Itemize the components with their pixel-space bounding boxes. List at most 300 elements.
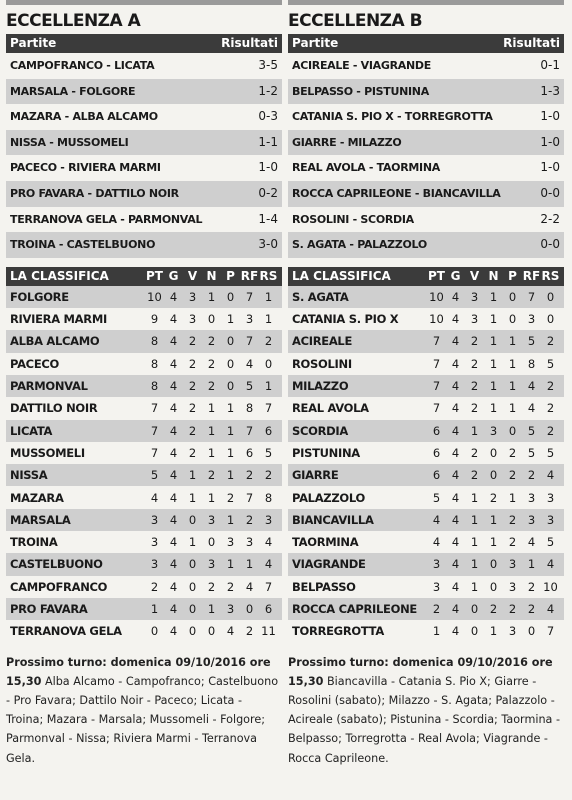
team-name: BELPASSO — [292, 579, 356, 594]
match-result: 0-0 — [540, 237, 560, 252]
stat-value: 2 — [245, 624, 254, 639]
stat-value: 0 — [546, 312, 555, 327]
stat-value: 1 — [470, 535, 479, 550]
stat-value: 3 — [226, 602, 235, 617]
section-title: ECCELLENZA A — [6, 11, 141, 31]
stat-value: 1 — [226, 468, 235, 483]
column-header: PT — [428, 269, 445, 284]
stat-value: 2 — [207, 579, 216, 594]
column-header: P — [226, 269, 235, 284]
team-name: MILAZZO — [292, 379, 349, 394]
match-name: PACECO - RIVIERA MARMI — [10, 161, 161, 175]
stat-value: 2 — [546, 334, 555, 349]
stat-value: 1 — [470, 423, 479, 438]
stat-value: 3 — [508, 557, 517, 572]
stat-value: 4 — [451, 334, 460, 349]
match-row — [288, 104, 564, 130]
stat-value: 4 — [451, 490, 460, 505]
stat-value: 1 — [226, 423, 235, 438]
stat-value: 4 — [451, 423, 460, 438]
stat-value: 10 — [147, 289, 162, 304]
stat-value: 3 — [470, 312, 479, 327]
column-header: RS — [541, 269, 560, 284]
stat-value: 0 — [207, 624, 216, 639]
stat-value: 2 — [150, 579, 159, 594]
stat-value: 1 — [508, 379, 517, 394]
standings-row — [288, 286, 564, 308]
stat-value: 6 — [432, 423, 441, 438]
stat-value: 2 — [489, 602, 498, 617]
stat-value: 1 — [470, 490, 479, 505]
stat-value: 4 — [169, 423, 178, 438]
stat-value: 3 — [527, 490, 536, 505]
stat-value: 0 — [470, 602, 479, 617]
stat-value: 4 — [169, 624, 178, 639]
team-name: PACECO — [10, 356, 59, 371]
stat-value: 0 — [546, 289, 555, 304]
team-name: ROSOLINI — [292, 356, 352, 371]
stat-value: 4 — [169, 379, 178, 394]
stat-value: 0 — [245, 602, 254, 617]
stat-value: 4 — [169, 312, 178, 327]
match-result: 3-5 — [258, 58, 278, 72]
team-name: FOLGORE — [10, 289, 69, 304]
stat-value: 1 — [150, 602, 159, 617]
stat-value: 3 — [245, 312, 254, 327]
stat-value: 0 — [508, 423, 517, 438]
stat-value: 1 — [489, 356, 498, 371]
stat-value: 4 — [451, 579, 460, 594]
match-name: NISSA - MUSSOMELI — [10, 135, 129, 149]
stat-value: 0 — [188, 557, 197, 572]
match-name: S. AGATA - PALAZZOLO — [292, 238, 427, 252]
stat-value: 2 — [188, 334, 197, 349]
stat-value: 5 — [245, 379, 254, 394]
team-name: MARSALA — [10, 512, 71, 527]
team-name: NISSA — [10, 468, 48, 483]
stat-value: 1 — [508, 334, 517, 349]
next-round-note — [6, 653, 282, 768]
stat-value: 7 — [432, 356, 441, 371]
match-name: TROINA - CASTELBUONO — [10, 238, 156, 252]
stat-value: 0 — [489, 445, 498, 460]
match-name: GIARRE - MILAZZO — [292, 135, 402, 149]
standings-row — [6, 308, 282, 330]
team-name: MAZARA — [10, 490, 64, 505]
stat-value: 0 — [508, 312, 517, 327]
team-name: TROINA — [10, 535, 58, 550]
stat-value: 2 — [207, 334, 216, 349]
standings-row — [6, 464, 282, 486]
stat-value: 2 — [546, 401, 555, 416]
top-rule — [6, 0, 282, 5]
stat-value: 1 — [188, 468, 197, 483]
match-row — [288, 207, 564, 233]
stat-value: 9 — [150, 312, 159, 327]
stat-value: 7 — [245, 490, 254, 505]
standings-row — [288, 620, 564, 642]
stat-value: 0 — [470, 624, 479, 639]
stat-value: 0 — [508, 289, 517, 304]
stat-value: 5 — [150, 468, 159, 483]
match-result: 0-3 — [258, 109, 278, 124]
top-rule — [288, 0, 564, 5]
match-result: 1-3 — [540, 83, 560, 98]
stat-value: 10 — [429, 312, 444, 327]
standings-row — [288, 353, 564, 375]
stat-value: 7 — [432, 334, 441, 349]
match-row — [6, 79, 282, 105]
stat-value: 2 — [546, 423, 555, 438]
standings-row — [288, 464, 564, 486]
stat-value: 1 — [264, 379, 273, 394]
stat-value: 5 — [546, 445, 555, 460]
stat-value: 1 — [489, 312, 498, 327]
stat-value: 3 — [432, 579, 441, 594]
stat-value: 4 — [451, 356, 460, 371]
stat-value: 1 — [264, 289, 273, 304]
match-list — [288, 53, 564, 258]
stat-value: 4 — [169, 535, 178, 550]
match-result: 3-0 — [258, 237, 278, 252]
stat-value: 2 — [508, 602, 517, 617]
team-name: GIARRE — [292, 468, 339, 483]
stat-value: 2 — [470, 379, 479, 394]
stat-value: 4 — [169, 557, 178, 572]
stat-value: 4 — [169, 289, 178, 304]
match-row — [288, 155, 564, 181]
stat-value: 1 — [207, 401, 216, 416]
match-result: 1-0 — [540, 134, 560, 149]
stat-value: 4 — [451, 602, 460, 617]
column-header: RF — [240, 269, 259, 284]
stat-value: 1 — [226, 312, 235, 327]
match-name: ROSOLINI - SCORDIA — [292, 212, 414, 226]
column-header: N — [488, 269, 499, 284]
standings-row — [288, 576, 564, 598]
column-header: P — [508, 269, 517, 284]
stat-value: 4 — [169, 356, 178, 371]
match-result: 1-0 — [540, 160, 560, 175]
stat-value: 3 — [432, 557, 441, 572]
match-name: REAL AVOLA - TAORMINA — [292, 161, 440, 175]
team-name: TORREGROTTA — [292, 624, 384, 639]
stat-value: 3 — [226, 535, 235, 550]
stat-value: 1 — [489, 624, 498, 639]
match-name: MAZARA - ALBA ALCAMO — [10, 110, 158, 124]
stat-value: 0 — [188, 579, 197, 594]
stat-value: 1 — [489, 289, 498, 304]
stat-value: 2 — [207, 468, 216, 483]
standings-header — [6, 267, 282, 286]
stat-value: 0 — [489, 579, 498, 594]
stat-value: 8 — [264, 490, 273, 505]
standings-title: LA CLASSIFICA — [10, 269, 109, 284]
match-name: CATANIA S. PIO X - TORREGROTTA — [292, 110, 493, 124]
stat-value: 1 — [470, 579, 479, 594]
match-row — [288, 53, 564, 79]
stat-value: 1 — [207, 445, 216, 460]
match-row — [6, 155, 282, 181]
match-row — [288, 79, 564, 105]
stat-value: 7 — [245, 334, 254, 349]
stat-value: 2 — [188, 379, 197, 394]
stat-value: 5 — [264, 445, 273, 460]
stat-value: 1 — [207, 602, 216, 617]
match-row — [6, 181, 282, 207]
stat-value: 0 — [226, 334, 235, 349]
stat-value: 2 — [508, 445, 517, 460]
stat-value: 1 — [470, 557, 479, 572]
standings-title: LA CLASSIFICA — [292, 269, 391, 284]
team-name: TAORMINA — [292, 535, 359, 550]
column-header: V — [187, 269, 198, 284]
team-name: PARMONVAL — [10, 379, 88, 394]
stat-value: 1 — [207, 289, 216, 304]
team-name: ALBA ALCAMO — [10, 334, 100, 349]
stat-value: 3 — [527, 312, 536, 327]
column-header: V — [469, 269, 480, 284]
stat-value: 1 — [508, 490, 517, 505]
stat-value: 2 — [508, 512, 517, 527]
stat-value: 3 — [150, 535, 159, 550]
column-eccellenza-a — [6, 0, 282, 768]
match-result: 0-0 — [540, 185, 560, 200]
stat-value: 4 — [546, 557, 555, 572]
stat-value: 0 — [264, 356, 273, 371]
column-header: G — [450, 269, 461, 284]
stat-value: 4 — [432, 512, 441, 527]
team-name: DATTILO NOIR — [10, 401, 98, 416]
match-result: 1-2 — [258, 83, 278, 98]
match-row — [6, 207, 282, 233]
stat-value: 0 — [489, 557, 498, 572]
standings-row — [288, 308, 564, 330]
team-name: TERRANOVA GELA — [10, 624, 122, 639]
match-row — [6, 104, 282, 130]
stat-value: 2 — [527, 468, 536, 483]
stat-value: 4 — [546, 468, 555, 483]
stat-value: 6 — [264, 602, 273, 617]
standings-row — [288, 375, 564, 397]
column-header: G — [168, 269, 179, 284]
stat-value: 2 — [470, 334, 479, 349]
stat-value: 1 — [489, 535, 498, 550]
standings-row — [6, 442, 282, 464]
match-row — [288, 130, 564, 156]
team-name: LICATA — [10, 423, 53, 438]
stat-value: 0 — [188, 624, 197, 639]
standings-row — [288, 486, 564, 508]
stat-value: 4 — [150, 490, 159, 505]
header-risultati: Risultati — [503, 36, 560, 50]
team-name: BIANCAVILLA — [292, 512, 374, 527]
stat-value: 4 — [245, 356, 254, 371]
stat-value: 5 — [527, 334, 536, 349]
next-round-fixtures: Alba Alcamo - Campofranco; Castelbuono - Pro Favara; Dattilo Noir - Paceco; Licata - Troina; Mazara - Marsala; Mussomeli - Folgore; Parmonval - Nissa; Riviera Marmi - Terranova Gela. — [6, 674, 279, 765]
next-round-note — [288, 653, 564, 768]
stat-value: 4 — [169, 490, 178, 505]
match-result: 1-1 — [258, 134, 278, 149]
standings-row — [288, 397, 564, 419]
column-eccellenza-b — [288, 0, 564, 768]
stat-value: 6 — [432, 468, 441, 483]
stat-value: 2 — [432, 602, 441, 617]
stat-value: 6 — [432, 445, 441, 460]
stat-value: 3 — [527, 512, 536, 527]
match-name: ACIREALE - VIAGRANDE — [292, 59, 431, 72]
standings-row — [288, 531, 564, 553]
stat-value: 1 — [207, 490, 216, 505]
stat-value: 1 — [188, 535, 197, 550]
stat-value: 3 — [150, 512, 159, 527]
stat-value: 4 — [432, 535, 441, 550]
stat-value: 7 — [245, 423, 254, 438]
next-round-label: Prossimo turno: domenica 09/10/2016 ore 15,30 — [6, 655, 271, 688]
stat-value: 1 — [489, 401, 498, 416]
standings-row — [288, 509, 564, 531]
stat-value: 4 — [527, 379, 536, 394]
stat-value: 1 — [489, 512, 498, 527]
stat-value: 3 — [508, 579, 517, 594]
stat-value: 0 — [188, 602, 197, 617]
stat-value: 7 — [245, 289, 254, 304]
team-name: PALAZZOLO — [292, 490, 365, 505]
match-name: TERRANOVA GELA - PARMONVAL — [10, 212, 203, 226]
match-result: 1-4 — [258, 211, 278, 226]
stat-value: 3 — [245, 535, 254, 550]
stat-value: 3 — [207, 512, 216, 527]
header-risultati: Risultati — [221, 36, 278, 50]
standings-row — [6, 375, 282, 397]
standings-row — [288, 330, 564, 352]
team-name: REAL AVOLA — [292, 401, 369, 416]
match-row — [6, 130, 282, 156]
team-name: RIVIERA MARMI — [10, 312, 107, 327]
standings-row — [6, 330, 282, 352]
stat-value: 2 — [546, 379, 555, 394]
stat-value: 4 — [169, 512, 178, 527]
stat-value: 5 — [546, 535, 555, 550]
standings-row — [288, 598, 564, 620]
results-header — [6, 34, 282, 53]
stat-value: 4 — [451, 624, 460, 639]
stat-value: 3 — [264, 512, 273, 527]
stat-value: 3 — [470, 289, 479, 304]
stat-value: 7 — [150, 445, 159, 460]
standings-row — [6, 486, 282, 508]
standings-row — [6, 509, 282, 531]
team-name: SCORDIA — [292, 423, 348, 438]
stat-value: 2 — [264, 468, 273, 483]
stat-value: 8 — [245, 401, 254, 416]
stat-value: 4 — [527, 401, 536, 416]
stat-value: 2 — [226, 579, 235, 594]
stat-value: 7 — [527, 289, 536, 304]
match-name: ROCCA CAPRILEONE - BIANCAVILLA — [292, 186, 501, 200]
stat-value: 4 — [245, 579, 254, 594]
stat-value: 4 — [527, 535, 536, 550]
stat-value: 1 — [432, 624, 441, 639]
match-row — [288, 232, 564, 258]
stat-value: 1 — [508, 356, 517, 371]
stat-value: 2 — [188, 401, 197, 416]
stat-value: 7 — [264, 579, 273, 594]
stat-value: 10 — [429, 289, 444, 304]
results-header — [288, 34, 564, 53]
stat-value: 2 — [470, 356, 479, 371]
standings-row — [6, 420, 282, 442]
stat-value: 4 — [264, 557, 273, 572]
section-title: ECCELLENZA B — [288, 11, 423, 31]
stat-value: 4 — [451, 535, 460, 550]
stat-value: 2 — [508, 535, 517, 550]
standings-row — [6, 353, 282, 375]
match-result: 0-1 — [540, 58, 560, 72]
standings-row — [288, 420, 564, 442]
stat-value: 7 — [150, 423, 159, 438]
stat-value: 4 — [226, 624, 235, 639]
match-row — [6, 53, 282, 79]
stat-value: 2 — [470, 468, 479, 483]
standings-row — [6, 286, 282, 308]
standings-row — [288, 553, 564, 575]
stat-value: 4 — [451, 445, 460, 460]
next-round-fixtures: Biancavilla - Catania S. Pio X; Giarre - Rosolini (sabato); Milazzo - S. Agata; Palazzolo - Acireale (sabato); Pistunina - Scordia; Taormina - Belpasso; Torregrotta - Real Avola; Viagrande - Rocca Caprileone. — [288, 674, 561, 765]
stat-value: 8 — [150, 379, 159, 394]
stat-value: 7 — [546, 624, 555, 639]
column-header: RS — [259, 269, 278, 284]
stat-value: 6 — [264, 423, 273, 438]
stat-value: 2 — [188, 423, 197, 438]
standings-row — [6, 576, 282, 598]
match-name: PRO FAVARA - DATTILO NOIR — [10, 186, 179, 200]
stat-value: 2 — [226, 490, 235, 505]
stat-value: 3 — [188, 289, 197, 304]
team-name: PRO FAVARA — [10, 602, 88, 617]
stat-value: 2 — [508, 468, 517, 483]
stat-value: 2 — [188, 445, 197, 460]
stat-value: 1 — [207, 423, 216, 438]
stat-value: 3 — [489, 423, 498, 438]
stat-value: 0 — [188, 512, 197, 527]
team-name: CASTELBUONO — [10, 557, 103, 572]
standings-header — [288, 267, 564, 286]
stat-value: 4 — [451, 312, 460, 327]
team-name: ACIREALE — [292, 334, 353, 349]
stat-value: 5 — [527, 445, 536, 460]
stat-value: 2 — [470, 401, 479, 416]
column-header: PT — [146, 269, 163, 284]
next-round-label: Prossimo turno: domenica 09/10/2016 ore 15,30 — [288, 655, 553, 688]
standings-row — [6, 598, 282, 620]
match-name: MARSALA - FOLGORE — [10, 84, 136, 98]
stat-value: 0 — [207, 535, 216, 550]
team-name: CAMPOFRANCO — [10, 579, 108, 594]
stat-value: 3 — [508, 624, 517, 639]
stat-value: 4 — [169, 602, 178, 617]
stat-value: 4 — [451, 468, 460, 483]
match-name: CAMPOFRANCO - LICATA — [10, 59, 155, 72]
stat-value: 10 — [543, 579, 558, 594]
stat-value: 1 — [226, 445, 235, 460]
stat-value: 0 — [226, 289, 235, 304]
stat-value: 4 — [451, 512, 460, 527]
stat-value: 3 — [546, 490, 555, 505]
stat-value: 4 — [451, 401, 460, 416]
stat-value: 0 — [226, 356, 235, 371]
stat-value: 4 — [451, 289, 460, 304]
